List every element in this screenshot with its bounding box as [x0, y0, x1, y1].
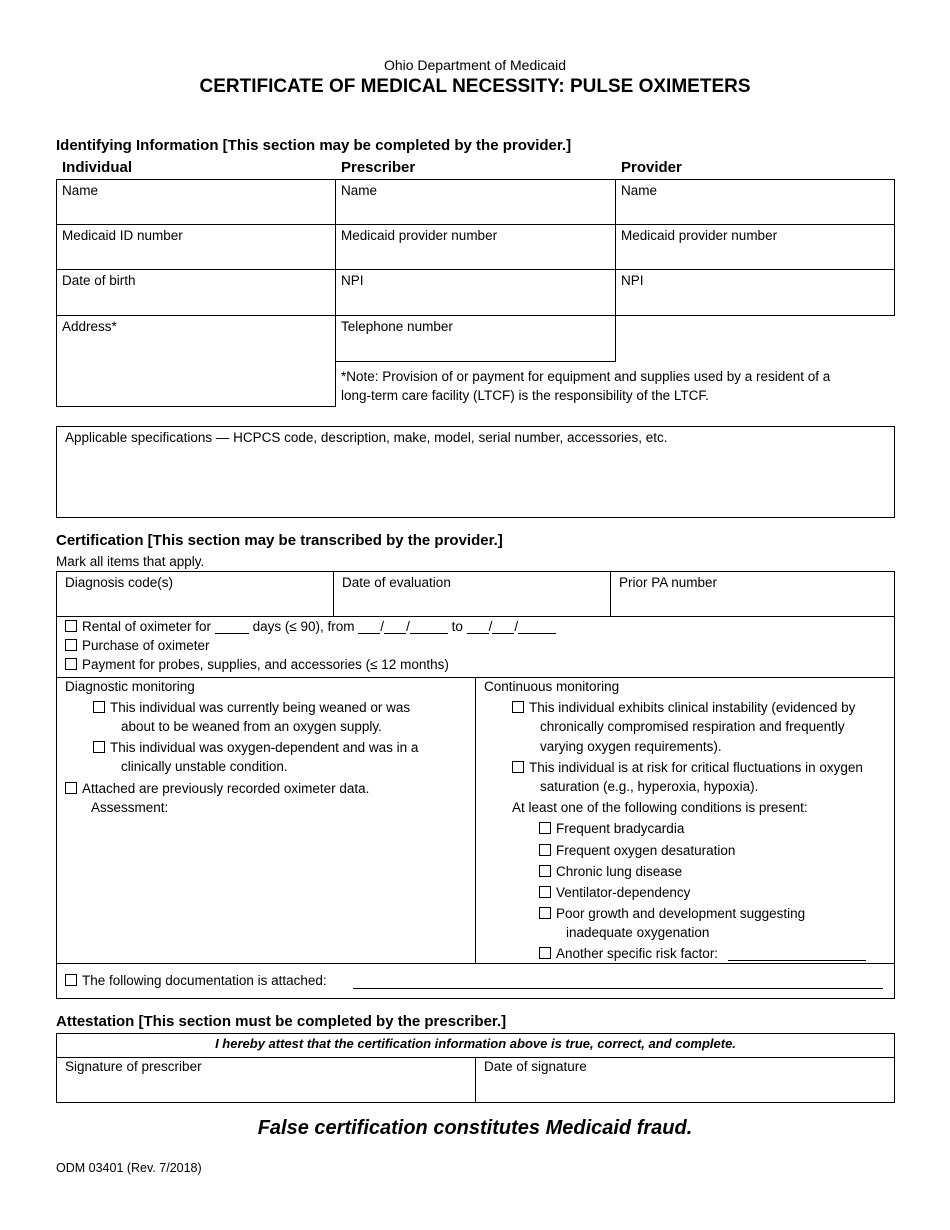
dependent-checkbox[interactable]: [93, 741, 105, 753]
individual-column-header: Individual: [62, 159, 133, 176]
date-of-evaluation-field[interactable]: Date of evaluation: [333, 571, 611, 617]
another-risk-checkbox[interactable]: [539, 947, 551, 959]
documentation-option: The following documentation is attached:: [65, 973, 327, 988]
rental-days-blank[interactable]: [215, 633, 249, 634]
provider-name-field[interactable]: Name: [615, 179, 895, 225]
fluctuations-checkbox[interactable]: [512, 761, 524, 773]
individual-medicaid-id-field[interactable]: Medicaid ID number: [56, 225, 336, 270]
rental-to-date[interactable]: / /: [467, 619, 557, 634]
ventilator-checkbox[interactable]: [539, 886, 551, 898]
condition-poor-growth: Poor growth and development suggesting: [539, 906, 805, 921]
specifications-field[interactable]: Applicable specifications — HCPCS code, description, make, model, serial number, accessories, etc.: [56, 426, 895, 518]
prescriber-column-header: Prescriber: [341, 159, 416, 176]
provider-medicaid-number-field[interactable]: Medicaid provider number: [615, 225, 895, 270]
purchase-option: Purchase of oximeter: [65, 638, 210, 653]
payment-checkbox[interactable]: [65, 658, 77, 670]
condition-desaturation: Frequent oxygen desaturation: [539, 843, 735, 858]
continuous-item-fluctuations: This individual is at risk for critical fluctuations in oxygen: [512, 760, 863, 775]
condition-ventilator: Ventilator-dependency: [539, 885, 690, 900]
assessment-label: Assessment:: [91, 800, 169, 815]
weaned-checkbox[interactable]: [93, 701, 105, 713]
fraud-warning: False certification constitutes Medicaid fraud.: [257, 1117, 693, 1139]
prescriber-medicaid-number-field[interactable]: Medicaid provider number: [335, 225, 616, 270]
desaturation-checkbox[interactable]: [539, 844, 551, 856]
prescriber-name-field[interactable]: Name: [335, 179, 616, 225]
diagnostic-item-weaned: This individual was currently being weaned or was: [93, 700, 410, 715]
documentation-blank[interactable]: [353, 988, 883, 989]
prescriber-telephone-field[interactable]: Telephone number: [335, 316, 616, 362]
lung-disease-checkbox[interactable]: [539, 865, 551, 877]
column-divider: [615, 315, 616, 362]
prescriber-signature-field[interactable]: Signature of prescriber: [56, 1057, 476, 1103]
certification-heading: Certification [This section may be transcribed by the provider.]: [56, 532, 503, 549]
prescriber-npi-field[interactable]: NPI: [335, 270, 616, 316]
continuous-item-instability: This individual exhibits clinical instability (evidenced by: [512, 700, 855, 715]
instability-checkbox[interactable]: [512, 701, 524, 713]
certification-instruction: Mark all items that apply.: [56, 554, 205, 569]
attestation-heading: Attestation [This section must be completed by the prescriber.]: [56, 1013, 507, 1030]
conditions-intro: At least one of the following conditions is present:: [512, 800, 808, 815]
provider-npi-field[interactable]: NPI: [615, 270, 895, 316]
individual-address-field[interactable]: Address*: [56, 316, 336, 407]
attached-data-option: Attached are previously recorded oximeter data.: [65, 781, 369, 796]
continuous-item-instability-cont2: varying oxygen requirements).: [540, 739, 722, 754]
payment-option: Payment for probes, supplies, and accessories (≤ 12 months): [65, 657, 449, 672]
attestation-statement: I hereby attest that the certification information above is true, correct, and complete.: [56, 1033, 895, 1058]
continuous-item-instability-cont: chronically compromised respiration and frequently: [540, 719, 845, 734]
diagnosis-code-field[interactable]: Diagnosis code(s): [56, 571, 334, 617]
bradycardia-checkbox[interactable]: [539, 822, 551, 834]
poor-growth-checkbox[interactable]: [539, 907, 551, 919]
agency-name: Ohio Department of Medicaid: [383, 57, 567, 73]
another-risk-blank[interactable]: [728, 960, 866, 961]
rental-from-date[interactable]: / /: [358, 619, 448, 634]
continuous-header: Continuous monitoring: [484, 679, 620, 694]
attached-data-checkbox[interactable]: [65, 782, 77, 794]
form-number: ODM 03401 (Rev. 7/2018): [56, 1161, 202, 1175]
provider-column-header: Provider: [621, 159, 682, 176]
continuous-item-fluctuations-cont: saturation (e.g., hyperoxia, hypoxia).: [540, 779, 759, 794]
documentation-checkbox[interactable]: [65, 974, 77, 986]
prior-pa-number-field[interactable]: Prior PA number: [610, 571, 895, 617]
ltcf-note: *Note: Provision of or payment for equipment and supplies used by a resident of a long-term care facility (LTCF) is the responsibility of the LTCF.: [341, 369, 831, 403]
individual-name-field[interactable]: Name: [56, 179, 336, 225]
condition-lung-disease: Chronic lung disease: [539, 864, 682, 879]
diagnostic-header: Diagnostic monitoring: [65, 679, 195, 694]
identifying-heading: Identifying Information [This section may be completed by the provider.]: [56, 137, 572, 154]
diagnostic-item-dependent: This individual was oxygen-dependent and was in a: [93, 740, 418, 755]
rental-checkbox[interactable]: [65, 620, 77, 632]
diagnostic-item-dependent-cont: clinically unstable condition.: [121, 759, 288, 774]
diagnostic-item-weaned-cont: about to be weaned from an oxygen supply.: [121, 719, 382, 734]
form-title: CERTIFICATE OF MEDICAL NECESSITY: PULSE OXIMETERS: [199, 76, 751, 97]
purchase-checkbox[interactable]: [65, 639, 77, 651]
rental-option: Rental of oximeter for days (≤ 90), from / / to / /: [65, 619, 556, 634]
individual-dob-field[interactable]: Date of birth: [56, 270, 336, 316]
condition-another: Another specific risk factor:: [539, 946, 866, 961]
condition-bradycardia: Frequent bradycardia: [539, 821, 684, 836]
signature-date-field[interactable]: Date of signature: [475, 1057, 895, 1103]
condition-poor-growth-cont: inadequate oxygenation: [566, 925, 710, 940]
